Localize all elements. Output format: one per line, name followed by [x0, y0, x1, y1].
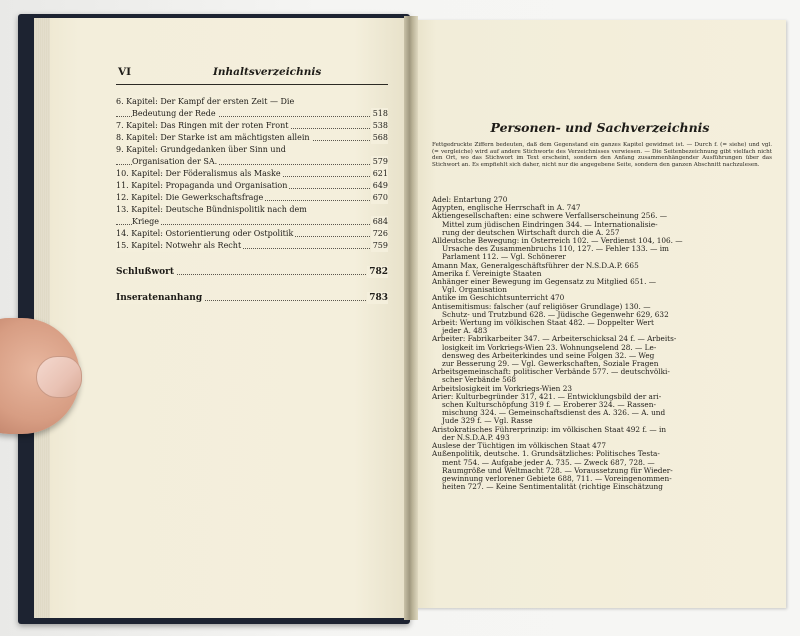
- index-entry: Arbeiter: Fabrikarbeiter 347. — Arbeiterschicksal 24 f. — Arbeits-: [432, 335, 677, 344]
- index-entry: heiten 727. — Keine Sentimentalität (richtige Einschätzung: [442, 483, 663, 492]
- toc-label: 6. Kapitel: Der Kampf der ersten Zeit — Die: [116, 97, 295, 106]
- toc-row: [116, 120, 388, 132]
- toc-page: 684: [372, 217, 388, 226]
- toc-row: [116, 266, 388, 278]
- page-number: VI: [118, 66, 132, 78]
- table-of-contents: [116, 96, 388, 304]
- toc-row: [116, 156, 388, 168]
- toc-page: 579: [372, 157, 388, 166]
- toc-label: Inseratenanhang: [116, 293, 203, 303]
- index-entries: [432, 196, 776, 491]
- index-entry: Raumgröße und Weltmacht 728. — Voraussetzung für Wieder-: [442, 466, 673, 475]
- toc-label: 13. Kapitel: Deutsche Bündnispolitik nach dem: [116, 205, 307, 214]
- toc-label: 15. Kapitel: Notwehr als Recht: [116, 241, 242, 250]
- toc-label: Schlußwort: [116, 267, 174, 277]
- index-entry: ment 754. — Aufgabe jeder A. 735. — Zweck 687, 728. —: [442, 458, 655, 467]
- toc-row: [116, 228, 388, 240]
- toc-page: 518: [372, 109, 388, 118]
- toc-page: 670: [372, 193, 388, 202]
- toc-label: 14. Kapitel: Ostorientierung oder Ostpolitik: [116, 229, 294, 238]
- index-entry: Ursache des Zusammenbruchs 110, 127. — Fehler 133. — im: [442, 245, 669, 254]
- toc-label: 11. Kapitel: Propaganda und Organisation: [116, 181, 288, 190]
- toc-label: 12. Kapitel: Die Gewerkschaftsfrage: [116, 193, 264, 202]
- toc-label: Bedeutung der Rede: [132, 109, 216, 118]
- header-title: Inhaltsverzeichnis: [213, 66, 322, 78]
- spacer: [116, 252, 388, 266]
- index-entry: rung der deutschen Wirtschaft durch die A. 257: [442, 228, 620, 237]
- index-entry: schen Kulturschöpfung 319 f. — Eroberer 324. — Rassen-: [442, 401, 656, 410]
- toc-row: [116, 240, 388, 252]
- toc-label: 8. Kapitel: Der Starke ist am mächtigsten allein: [116, 133, 310, 142]
- index-entry: Mittel zum jüdischen Eindringen 344. — Internationalisie-: [442, 220, 658, 229]
- index-entry: Arbeitsgemeinschaft: politischer Verbände 577. — deutschvölki-: [432, 368, 670, 377]
- index-entry: Adel: Entartung 270: [432, 196, 508, 204]
- toc-label: 10. Kapitel: Der Föderalismus als Maske: [116, 169, 281, 178]
- index-entry: Parlament 112. — Vgl. Schönerer: [442, 253, 566, 262]
- index-entry: Alldeutsche Bewegung: in Österreich 102. — Verdienst 104, 106. —: [432, 237, 683, 246]
- book-gutter: [404, 16, 418, 620]
- toc-label: Organisation der SA.: [132, 157, 218, 166]
- index-entry: gewinnung verlorener Gebiete 688, 711. — Voreingenommen-: [442, 474, 672, 483]
- toc-page: 759: [372, 241, 388, 250]
- index-entry: Arier: Kulturbegründer 317, 421. — Entwicklungsbild der ari-: [432, 392, 662, 401]
- toc-row: [116, 132, 388, 144]
- index-entry: Jude 329 f. — Vgl. Rasse: [442, 417, 533, 426]
- toc-page: 538: [372, 121, 388, 130]
- index-entry: jeder A. 483: [442, 327, 488, 336]
- toc-row: [116, 108, 388, 120]
- index-entry: Antike im Geschichtsunterricht 470: [432, 294, 565, 303]
- toc-page: 783: [369, 293, 388, 303]
- toc-row: [116, 204, 388, 216]
- index-entry: Aktiengesellschaften: eine schwere Verfallserscheinung 256. —: [432, 212, 668, 221]
- thumbnail-nail: [36, 356, 82, 398]
- toc-page: 726: [372, 229, 388, 238]
- index-entry: Amann Max, Generalgeschäftsführer der N.S.D.A.P. 665: [432, 261, 639, 270]
- index-entry: zur Besserung 29. — Vgl. Gewerkschaften, Soziale Fragen: [442, 360, 659, 369]
- index-entry: losigkeit im Vorkriegs-Wien 23. Wohnungselend 28. — Le-: [442, 343, 657, 352]
- index-entry: scher Verbände 568: [442, 376, 517, 385]
- toc-page: 649: [372, 181, 388, 190]
- toc-label: Kriege: [132, 217, 159, 226]
- index-entry: mischung 324. — Gemeinschaftsdienst des A. 326. — A. und: [442, 409, 666, 418]
- index-intro: Fettgedruckte Ziffern bedeuten, daß dem Gegenstand ein ganzes Kapitel gewidmet ist. — Durch f. (= siehe) und vgl. (= vergleiche) wird auf andere Stichworte des Verzeichnisses verwiesen. — Die Seitenbezeichnung gibt vielfach nicht den Ort, wo das Stichwort im Text erscheint, sondern den Anfang zusammenhängender Ausführungen über das Stichwort an. Es empfiehlt sich daher, nicht nur die angegebene Seite, sondern den ganzen Abschnitt nachzulesen.: [432, 142, 772, 168]
- toc-row: [116, 292, 388, 304]
- index-entry: Vgl. Organisation: [442, 286, 507, 295]
- index-entry: Außenpolitik, deutsche. 1. Grundsätzliches: Politisches Testa-: [432, 450, 660, 459]
- index-entry: Anhänger einer Bewegung im Gegensatz zu Mitglied 651. —: [432, 278, 657, 287]
- toc-row: [116, 216, 388, 228]
- toc-label: 7. Kapitel: Das Ringen mit der roten Front: [116, 121, 289, 130]
- header-rule: [116, 84, 388, 85]
- toc-row: [116, 180, 388, 192]
- index-entry: Arbeit: Wertung im völkischen Staat 482. — Doppelter Wert: [432, 319, 654, 328]
- index-entry: Amerika f. Vereinigte Staaten: [432, 269, 542, 278]
- toc-page: 782: [369, 267, 388, 277]
- index-entry: Antisemitismus: falscher (auf religiöser Grundlage) 130. —: [432, 302, 651, 311]
- index-entry: Arbeitslosigkeit im Vorkriegs-Wien 23: [432, 384, 572, 393]
- spacer: [116, 278, 388, 292]
- toc-row: [116, 168, 388, 180]
- toc-page: 568: [372, 133, 388, 142]
- index-entry: der N.S.D.A.P. 493: [442, 433, 510, 442]
- toc-row: [116, 192, 388, 204]
- toc-label: 9. Kapitel: Grundgedanken über Sinn und: [116, 145, 286, 154]
- index-title: Personen- und Sachverzeichnis: [490, 120, 710, 135]
- index-entry: densweg des Arbeiterkindes und seine Folgen 32. — Weg: [442, 351, 655, 360]
- toc-row: [116, 144, 388, 156]
- index-entry: Aristokratisches Führerprinzip: im völkischen Staat 492 f. — in: [432, 425, 667, 434]
- index-entry: Auslese der Tüchtigen im völkischen Staat 477: [432, 442, 607, 451]
- toc-page: 621: [372, 169, 388, 178]
- toc-row: [116, 96, 388, 108]
- index-entry: Agypten, englische Herrschaft in A. 747: [432, 204, 581, 213]
- index-entry: Schutz- und Trutzbund 628. — Jüdische Gegenwehr 629, 632: [442, 310, 669, 319]
